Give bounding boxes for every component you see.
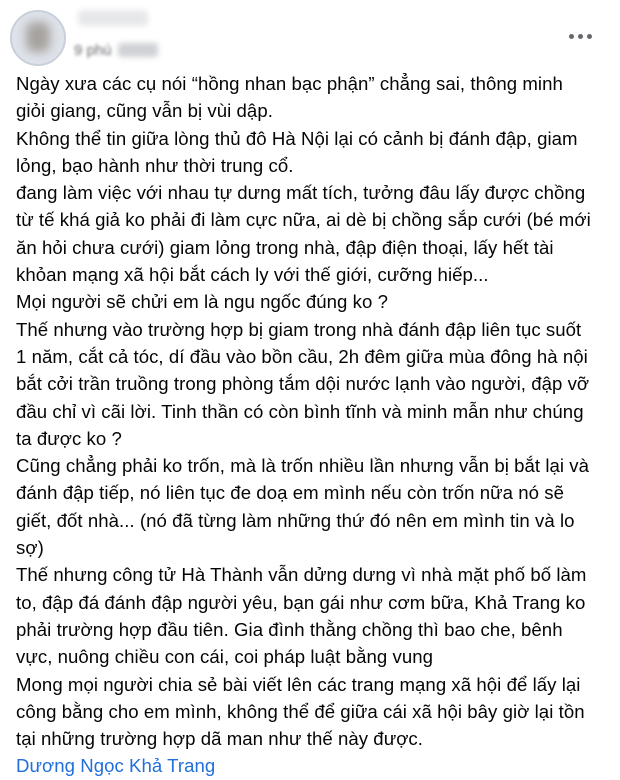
post-line: Mong mọi người chia sẻ bài viết lên các trang mạng xã hội để lấy lại (16, 673, 581, 695)
post-line: công bằng cho em mình, không thể để giữa cái xã hội bây giờ lại tồn (16, 700, 585, 722)
tagged-user-link[interactable]: Dương Ngọc Khả Trang (16, 755, 216, 777)
post-line: 1 năm, cắt cả tóc, dí đầu vào bồn cầu, 2h đêm giữa mùa đông hà nội (16, 345, 588, 367)
post-line: Không thể tin giữa lòng thủ đô Hà Nội lại có cảnh bị đánh đập, giam (16, 127, 578, 149)
post-line: Cũng chẳng phải ko trốn, mà là trốn nhiều lần nhưng vẫn bị bắt lại và (16, 455, 590, 477)
post-timestamp[interactable]: 9 phú (74, 41, 112, 59)
post-line: vực, nuông chiều con cái, coi pháp luật bằng vung (16, 646, 434, 668)
post-line: sợ) (16, 537, 44, 559)
more-options-button[interactable] (560, 22, 600, 50)
post-line: giết, đốt nhà... (nó đã từng làm những thứ đó nên em mình tin và lo (16, 509, 575, 531)
post-line: bắt cởi trần truồng trong phòng tắm dội nước lạnh vào người, đập vỡ (16, 373, 590, 395)
post-line: tại những trường hợp dã man như thế này được. (16, 728, 423, 750)
post-line: Thế nhưng công tử Hà Thành vẫn dửng dưng vì nhà mặt phố bố làm (16, 564, 587, 586)
post-line: Mọi người sẽ chửi em là ngu ngốc đúng ko ? (16, 291, 389, 313)
post-meta (74, 40, 158, 60)
avatar-blur (26, 22, 50, 52)
audience-icon (118, 43, 158, 57)
avatar[interactable] (10, 10, 66, 66)
more-horizontal-icon (587, 34, 592, 39)
post-line: từ tế khá giả ko phải đi làm cực nữa, ai dè bị chồng sắp cưới (bé mới (16, 209, 591, 231)
post-line: giỏi giang, cũng vẫn bị vùi dập. (16, 100, 273, 122)
post-line: ăn hỏi chưa cưới) giam lỏng trong nhà, đập điện thoại, lấy hết tài (16, 236, 554, 258)
post-line: đầu chỉ vì cãi lời. Tinh thần có còn bình tĩnh và minh mẫn như chúng (16, 400, 584, 422)
author-name-blurred[interactable] (78, 10, 148, 26)
post-line: Thế nhưng vào trường hợp bị giam trong nhà đánh đập liên tục suốt (16, 318, 582, 340)
post-line: to, đập đá đánh đập người yêu, bạn gái như cơm bữa, Khả Trang ko (16, 591, 586, 613)
post-line: đánh đập tiếp, nó liên tục đe doạ em mình nếu còn trốn nữa nó sẽ (16, 482, 565, 504)
more-horizontal-icon (569, 34, 574, 39)
post-header (0, 0, 620, 70)
post-line: ta được ko ? (16, 427, 122, 449)
post-line: lỏng, bạo hành như thời trung cổ. (16, 154, 294, 176)
post-line: phải trường hợp đầu tiên. Gia đình thằng chồng thì bao che, bênh (16, 618, 563, 640)
more-horizontal-icon (578, 34, 583, 39)
post-line: đang làm việc với nhau tự dưng mất tích, tưởng đâu lấy được chồng (16, 182, 586, 204)
post-line: Ngày xưa các cụ nói “hồng nhan bạc phận” chẳng sai, thông minh (16, 73, 563, 94)
post-text (16, 70, 612, 780)
post-line: khỏan mạng xã hội bắt cách ly với thế giới, cưỡng hiếp... (16, 264, 489, 286)
